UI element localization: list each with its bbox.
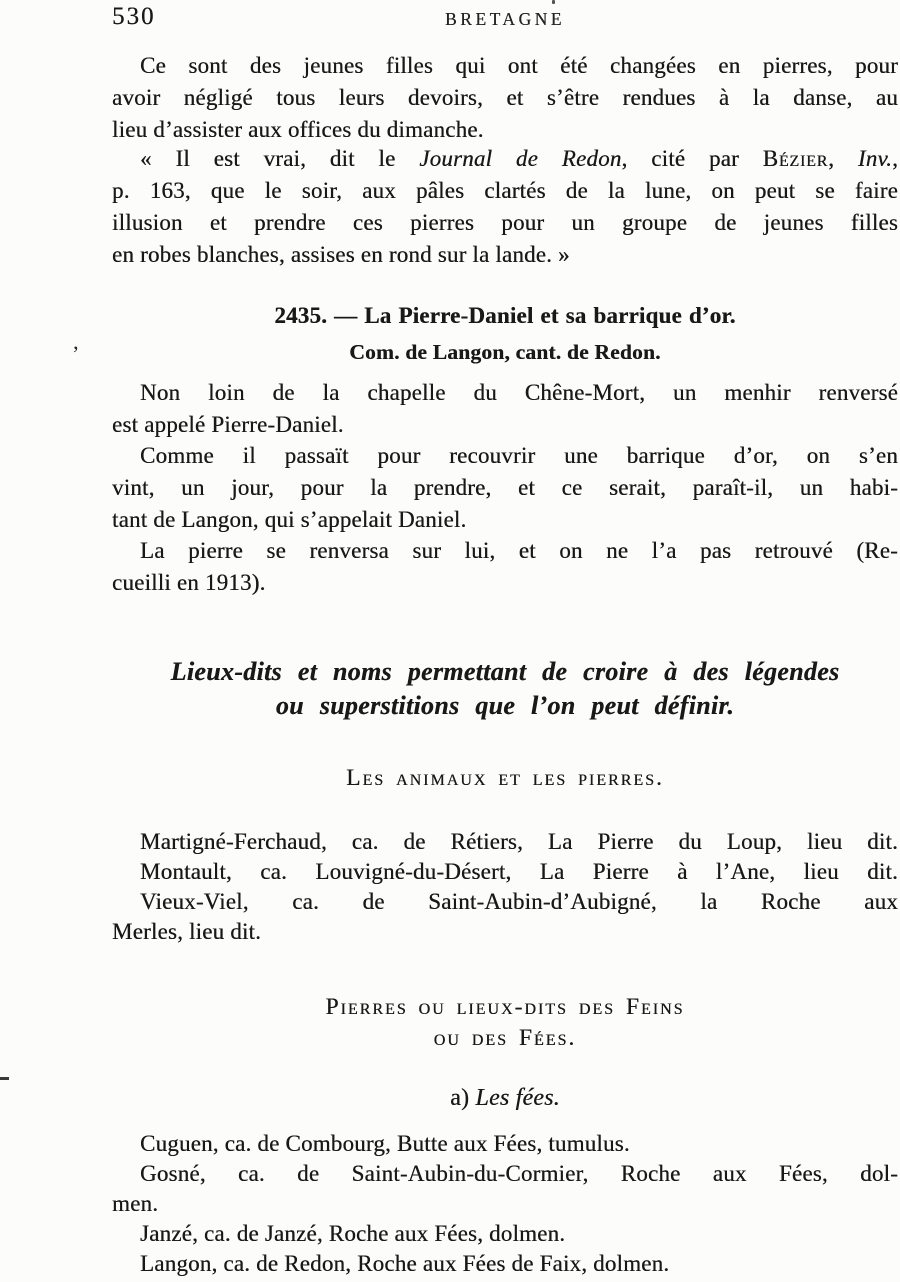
scan-speck <box>552 0 555 4</box>
list-item: Montault, ca. Louvigné-du-Désert, La Pierre à l’Ane, lieu dit. <box>140 859 898 884</box>
entry-paragraph-2 <box>112 440 898 536</box>
list-item: Janzé, ca. de Janzé, Roche aux Fées, dolmen. <box>140 1221 566 1246</box>
text-line: lieu d’assister aux offices du dimanche. <box>112 117 484 142</box>
heading-line: Lieux-dits et noms permettant de croire à des légendes <box>170 657 840 686</box>
text-line: vint, un jour, pour la prendre, et ce serait, paraît-il, un habi- <box>112 475 898 500</box>
text-line: en robes blanches, assises en rond sur la lande. » <box>112 242 570 267</box>
quote-open-text: « Il est vrai, dit le <box>140 146 420 171</box>
section-heading <box>112 655 898 723</box>
animals-place-list <box>112 827 898 947</box>
text-line: Ce sont des jeunes filles qui ont été changées en pierres, pour <box>140 53 898 78</box>
text-line: La pierre se renversa sur lui, et on ne l’a pas retrouvé (Re- <box>140 538 898 563</box>
page-number: 530 <box>112 3 156 30</box>
item-letter: a) <box>450 1085 476 1111</box>
list-item-continuation: Merles, lieu dit. <box>112 919 262 944</box>
text-line: cueilli en 1913). <box>112 570 266 595</box>
heading-line: ou superstitions que l’on peut définir. <box>275 691 735 720</box>
running-header: BRETAGNE <box>445 9 565 29</box>
text-line <box>112 143 898 175</box>
item-title: Les fées. <box>475 1085 560 1111</box>
subsection-heading-fees <box>112 992 898 1054</box>
entry-paragraph-1 <box>112 377 898 441</box>
text-line: Non loin de la chapelle du Chêne-Mort, un menhir renversé <box>140 380 898 405</box>
fees-place-list <box>112 1129 898 1279</box>
author-name: Bézier <box>762 146 829 171</box>
text-line: p. 163, que le soir, aux pâles clartés de la lune, on peut se faire <box>112 178 898 203</box>
list-item: Vieux-Viel, ca. de Saint-Aubin-d’Aubigné, la Roche aux <box>140 889 898 914</box>
entry-subheading: Com. de Langon, cant. de Redon. <box>349 340 661 364</box>
list-item: Cuguen, ca. de Combourg, Butte aux Fées, tumulus. <box>140 1131 630 1156</box>
cited-by-text: , cité par <box>621 146 763 171</box>
fees-subitem-label <box>112 1082 898 1114</box>
heading-line: ou des Fées. <box>433 1025 577 1051</box>
journal-title: Journal de Redon <box>419 146 622 171</box>
subsection-heading-animals: Les animaux et les pierres. <box>346 765 664 791</box>
list-item-continuation: men. <box>112 1191 159 1216</box>
text-line: illusion et prendre ces pierres pour un groupe de jeunes filles <box>112 210 898 235</box>
work-title: Inv. <box>857 146 893 171</box>
entry-paragraph-3 <box>112 535 898 599</box>
text-line: avoir négligé tous leurs devoirs, et s’être rendues à la danse, au <box>112 85 898 110</box>
text-line: Comme il passaït pour recouvrir une barrique d’or, on s’en <box>140 443 898 468</box>
scan-artifact-dash <box>0 1077 9 1080</box>
intro-paragraph-2 <box>112 143 898 271</box>
intro-paragraph-1 <box>112 50 898 146</box>
list-item: Gosné, ca. de Saint-Aubin-du-Cormier, Roche aux Fées, dol- <box>140 1161 898 1186</box>
entry-heading: 2435. — La Pierre-Daniel et sa barrique d’or. <box>274 303 736 328</box>
text-line: tant de Langon, qui s’appelait Daniel. <box>112 507 467 532</box>
line-end-text: , <box>892 146 899 171</box>
list-item: Martigné-Ferchaud, ca. de Rétiers, La Pierre du Loup, lieu dit. <box>140 829 898 854</box>
separator-text: , <box>828 146 858 171</box>
list-item: Langon, ca. de Redon, Roche aux Fées de Faix, dolmen. <box>140 1251 670 1276</box>
text-line: est appelé Pierre-Daniel. <box>112 412 344 437</box>
heading-line: Pierres ou lieux-dits des Feins <box>325 994 685 1020</box>
scan-artifact-comma: ’ <box>72 341 80 366</box>
